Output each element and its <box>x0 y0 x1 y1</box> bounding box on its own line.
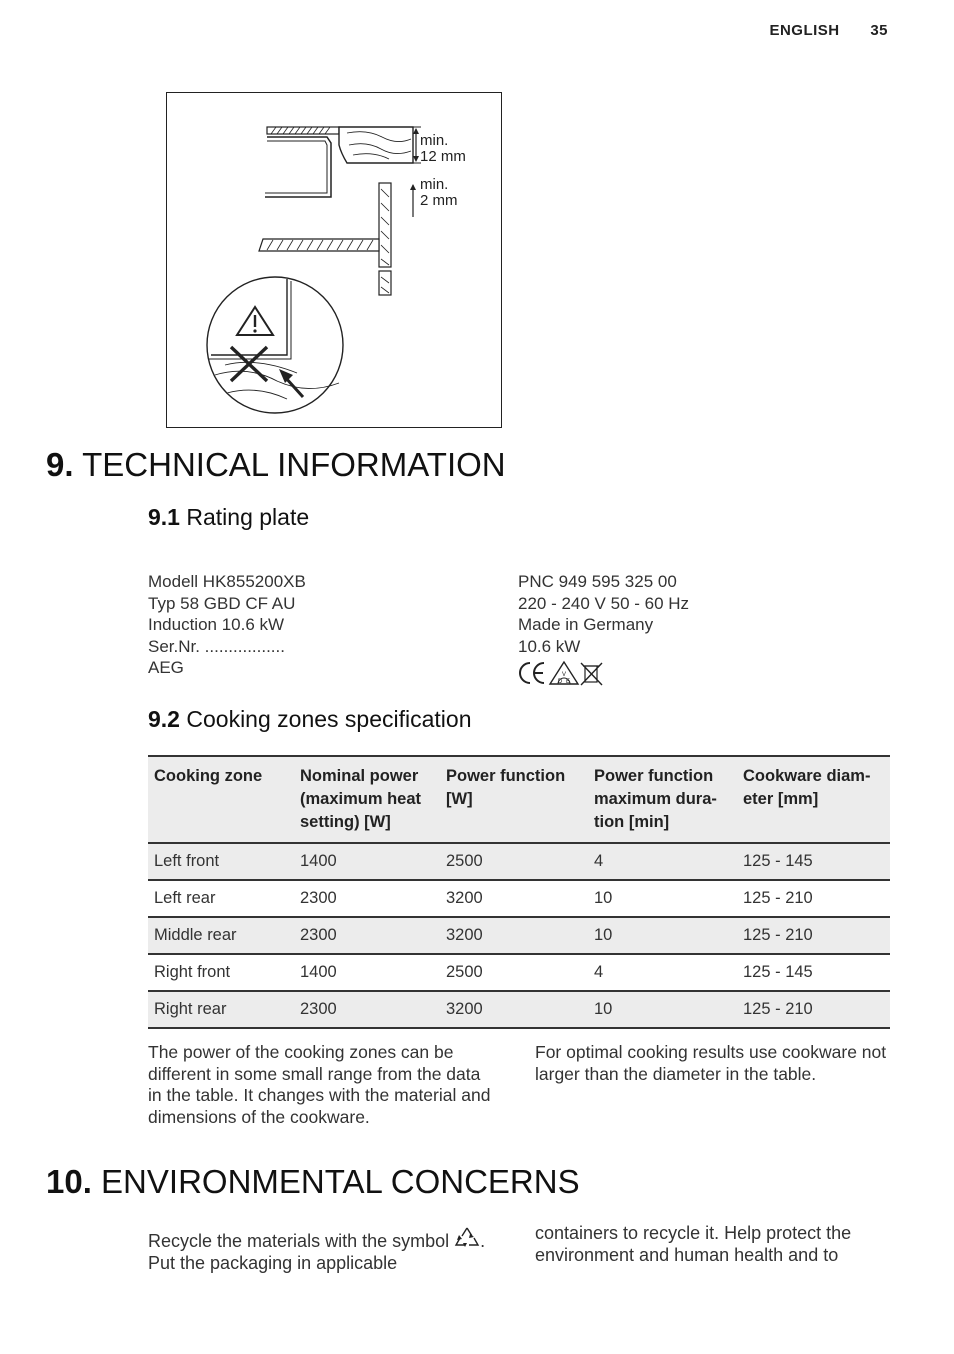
table-header: Cookware diam- eter [mm] <box>737 756 890 843</box>
table-cell: 10 <box>588 991 737 1028</box>
environment-text-right: containers to recycle it. Help protect the environment and human health and to <box>535 1223 852 1265</box>
table-cell: Right rear <box>148 991 294 1028</box>
table-cell: Left front <box>148 843 294 880</box>
table-row <box>148 843 890 880</box>
plate-left-line: Induction 10.6 kW <box>148 615 285 635</box>
table-cell: 3200 <box>440 917 588 954</box>
table-cell: 4 <box>588 954 737 991</box>
plate-left-line: Ser.Nr. ................. <box>148 636 285 656</box>
section-10-number: 10. <box>46 1163 92 1200</box>
dimension-label-mid-1: min. <box>420 176 449 193</box>
subsection-9-1-number: 9.1 <box>148 504 180 530</box>
recycle-icon <box>454 1226 480 1250</box>
svg-text:E: E <box>565 679 571 685</box>
cooking-zones-table <box>148 755 890 1029</box>
table-note-right: For optimal cooking results use cookware not larger than the diameter in the table. <box>535 1042 887 1084</box>
vde-mark-icon <box>550 662 578 685</box>
section-9-title: TECHNICAL INFORMATION <box>82 446 506 483</box>
table-cell: Middle rear <box>148 917 294 954</box>
table-cell: 10 <box>588 880 737 917</box>
table-header-row <box>148 756 890 843</box>
plate-right-line: PNC 949 595 325 00 <box>518 572 677 591</box>
table-cell: Left rear <box>148 880 294 917</box>
page-header <box>769 22 888 39</box>
recycle-text-line-2: Put the packaging in applicable <box>148 1253 398 1273</box>
section-10-heading <box>46 1163 580 1201</box>
svg-text:V: V <box>561 672 567 678</box>
subsection-9-2-title: Cooking zones specification <box>186 706 472 732</box>
table-cell: 2300 <box>294 991 440 1028</box>
table-cell: 10 <box>588 917 737 954</box>
dimension-label-mid-2: 2 mm <box>420 192 458 209</box>
environment-text-left <box>148 1226 528 1274</box>
table-cell: 3200 <box>440 991 588 1028</box>
subsection-9-1-title: Rating plate <box>186 504 310 530</box>
recycle-text: Recycle the materials with the symbol <box>148 1231 450 1251</box>
recycle-text-period: . <box>480 1231 486 1251</box>
plate-right-line: Made in Germany <box>518 615 654 635</box>
table-cell: 4 <box>588 843 737 880</box>
table-header: Cooking zone <box>148 756 294 843</box>
table-cell: 125 - 145 <box>737 843 890 880</box>
plate-left-line: AEG <box>148 658 184 678</box>
rating-plate-right <box>518 571 689 657</box>
table-row <box>148 880 890 917</box>
dimension-label-top-1: min. <box>420 132 449 149</box>
page-number: 35 <box>870 22 888 39</box>
plate-left-line: Modell HK855200XB <box>148 572 306 591</box>
table-row <box>148 991 890 1028</box>
table-header: Power function maximum dura- tion [min] <box>588 756 737 843</box>
table-row <box>148 917 890 954</box>
table-note-left: The power of the cooking zones can be different in some small range from the data in the table. It changes with the material and dimensions of the cookware. <box>148 1042 491 1127</box>
section-9-number: 9. <box>46 446 74 483</box>
table-cell: 1400 <box>294 843 440 880</box>
table-cell: 3200 <box>440 880 588 917</box>
table-cell: 125 - 210 <box>737 880 890 917</box>
plate-left-line: Typ 58 GBD CF AU <box>148 593 296 613</box>
table-cell: 1400 <box>294 954 440 991</box>
table-cell: 2300 <box>294 880 440 917</box>
ce-mark-icon <box>520 663 544 683</box>
plate-right-line: 10.6 kW <box>518 636 581 656</box>
table-cell: 2300 <box>294 917 440 954</box>
table-row <box>148 954 890 991</box>
svg-text:D: D <box>557 679 563 685</box>
section-10-title: ENVIRONMENTAL CONCERNS <box>101 1163 580 1200</box>
table-header: Power function [W] <box>440 756 588 843</box>
installation-figure <box>166 92 502 428</box>
table-cell: 125 - 210 <box>737 991 890 1028</box>
subsection-9-1-heading <box>148 504 309 531</box>
table-cell: 2500 <box>440 843 588 880</box>
language-label: ENGLISH <box>769 22 840 39</box>
rating-plate-left <box>148 571 306 679</box>
table-cell: 125 - 145 <box>737 954 890 991</box>
subsection-9-2-heading <box>148 706 471 733</box>
table-cell: 125 - 210 <box>737 917 890 954</box>
table-cell: Right front <box>148 954 294 991</box>
table-header: Nominal power (maximum heat setting) [W] <box>294 756 440 843</box>
plate-right-line: 220 - 240 V 50 - 60 Hz <box>518 593 690 613</box>
table-cell: 2500 <box>440 954 588 991</box>
certification-marks <box>518 660 606 686</box>
subsection-9-2-number: 9.2 <box>148 706 180 732</box>
installation-diagram <box>167 93 501 427</box>
dimension-label-top-2: 12 mm <box>420 148 466 165</box>
weee-bin-icon <box>581 663 602 685</box>
section-9-heading <box>46 446 506 484</box>
